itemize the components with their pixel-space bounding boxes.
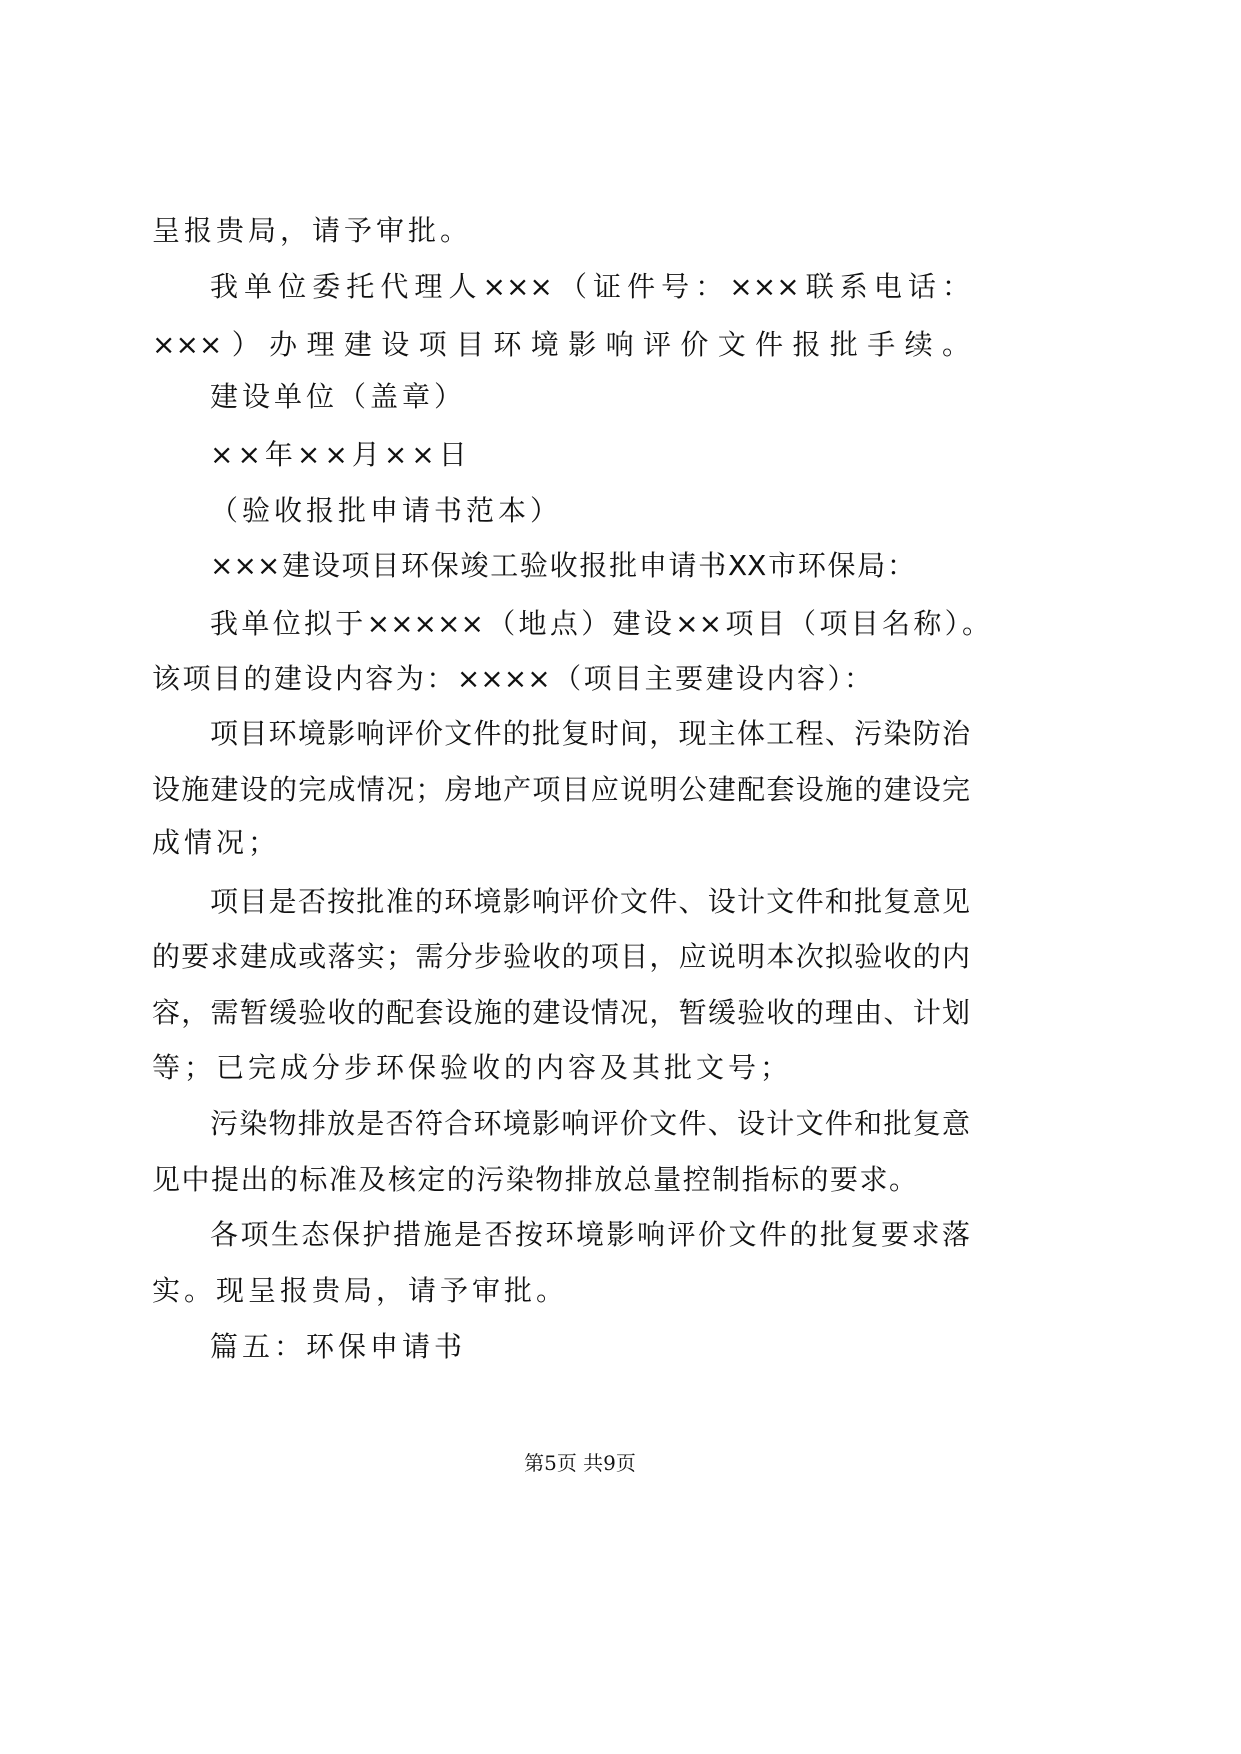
- text-line: 污染物排放是否符合环境影响评价文件、设计文件和批复意: [210, 1107, 970, 1140]
- page-number-footer: 第5页 共9页: [524, 1451, 636, 1475]
- text-line: 等；已完成分步环保验收的内容及其批文号；: [152, 1051, 793, 1084]
- text-line: 实。现呈报贵局，请予审批。: [152, 1274, 569, 1307]
- text-line: 设施建设的完成情况；房地产项目应说明公建配套设施的建设完: [152, 773, 970, 806]
- text-line: 各项生态保护措施是否按环境影响评价文件的批复要求落: [210, 1218, 970, 1251]
- text-line: 项目是否按批准的环境影响评价文件、设计文件和批复意见: [210, 885, 970, 918]
- text-line: （验收报批申请书范本）: [210, 494, 563, 527]
- text-line: ××年××月××日: [210, 438, 471, 471]
- text-line: 我单位委托代理人×××（证件号：×××联系电话：: [210, 270, 970, 303]
- text-line: 成情况；: [152, 826, 281, 859]
- text-line: ×××建设项目环保竣工验收报批申请书XX市环保局：: [210, 549, 915, 582]
- text-line: ×××）办理建设项目环境影响评价文件报批手续。: [152, 328, 970, 361]
- text-line: 我单位拟于×××××（地点）建设××项目（项目名称）。: [210, 607, 990, 640]
- text-line: 项目环境影响评价文件的批复时间，现主体工程、污染防治: [210, 717, 970, 750]
- text-line: 该项目的建设内容为：××××（项目主要建设内容）：: [152, 662, 872, 695]
- section-heading: 篇五：环保申请书: [210, 1330, 467, 1363]
- text-line: 见中提出的标准及核定的污染物排放总量控制指标的要求。: [152, 1163, 917, 1196]
- text-line: 容，需暂缓验收的配套设施的建设情况，暂缓验收的理由、计划: [152, 996, 970, 1029]
- text-line: 呈报贵局，请予审批。: [152, 214, 473, 247]
- text-line: 的要求建成或落实；需分步验收的项目，应说明本次拟验收的内: [152, 940, 970, 973]
- text-line: 建设单位（盖章）: [210, 380, 467, 413]
